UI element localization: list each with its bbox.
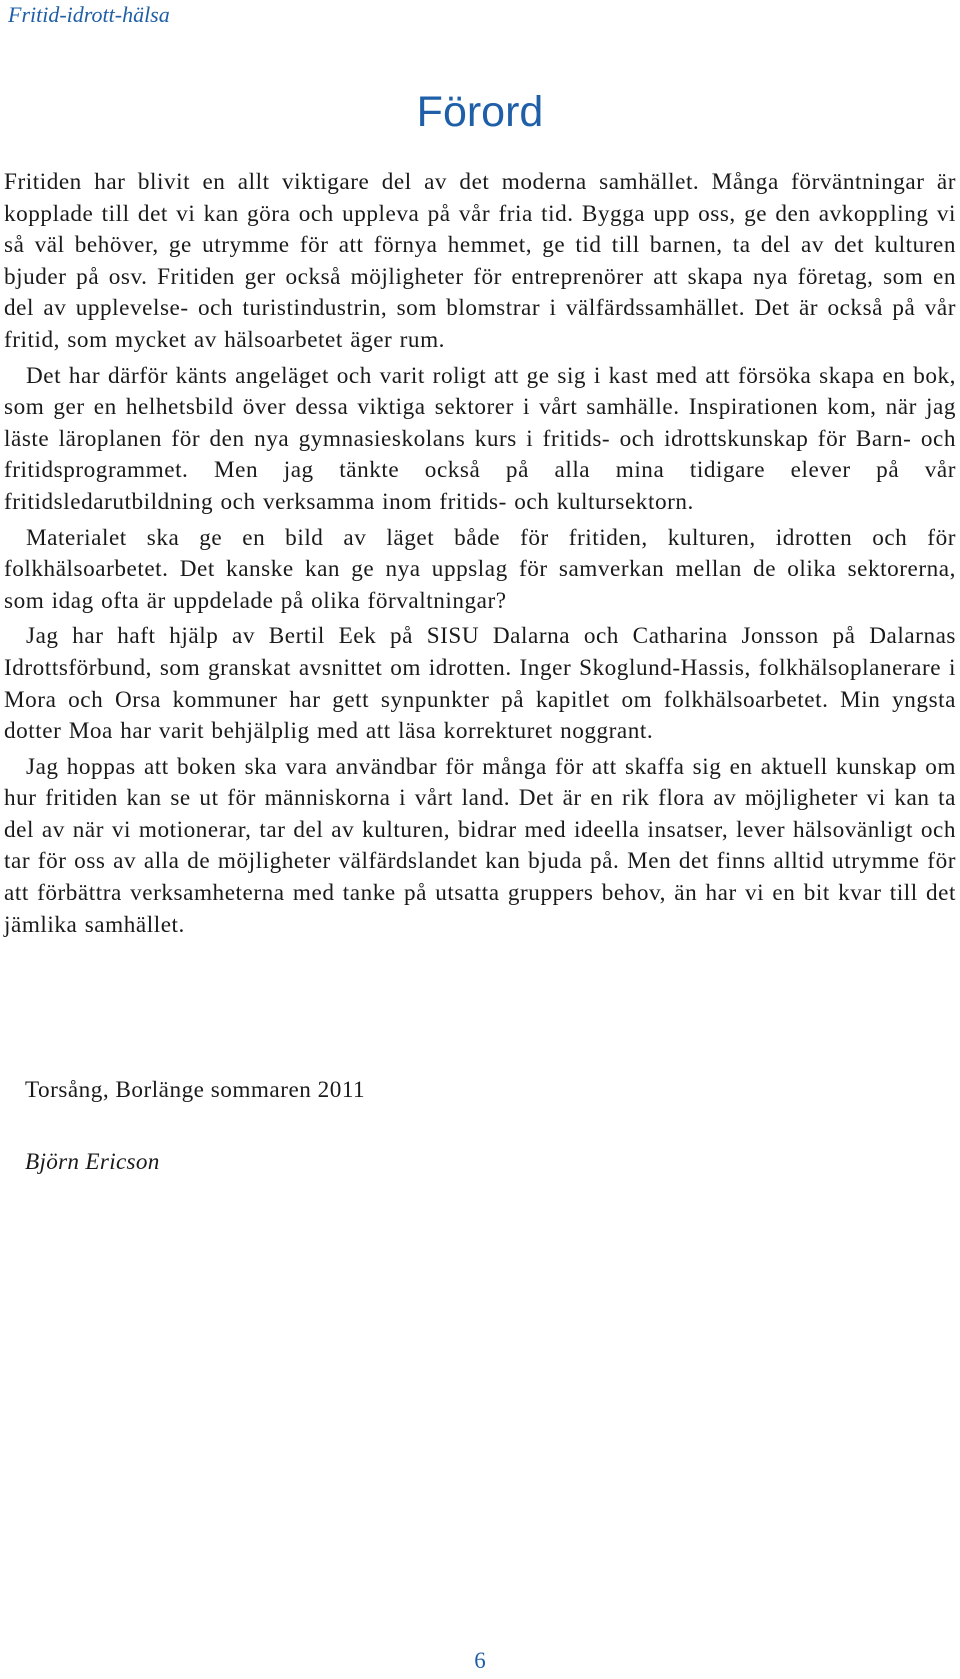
- page-title: Förord: [416, 88, 544, 136]
- paragraph-5: Jag hoppas att boken ska vara användbar för många för att skaffa sig en aktuell kunskap om hur fritiden kan se ut för människorna i vårt land. Det är en rik flora av möjligheter vi kan ta del av när vi motionerar, tar del av kulturen, bidrar med ideella insatser, lever hälsovänligt och tar för oss av alla de möjligheter välfärdslandet kan bjuda på. Men det finns alltid utrymme för att förbättra verksamheterna med tanke på utsatta gruppers behov, än har vi en bit kvar till det jämlika samhället.: [4, 753, 956, 938]
- author-signature: Björn Ericson: [25, 1149, 160, 1175]
- page-number: 6: [474, 1648, 486, 1673]
- paragraph-3: Materialet ska ge en bild av läget både för fritiden, kulturen, idrotten och för folkhälsoarbetet. Det kanske kan ge nya uppslag för samverkan mellan de olika sektorerna, som idag ofta är uppdelade på olika förvaltningar?: [4, 524, 956, 614]
- paragraph-1: Fritiden har blivit en allt viktigare del av det moderna samhället. Många förväntningar är kopplade till det vi kan göra och uppleva på vår fria tid. Bygga upp oss, ge den avkoppling vi så väl behöver, ge utrymme för att förnya hemmet, ge tid till barnen, ta del av det kulturen bjuder på osv. Fritiden ger också möjligheter för entreprenörer att skapa nya företag, som en del av upplevelse- och turistindustrin, som blomstrar i välfärdssamhället. Det är också på vår fritid, som mycket av hälsoarbetet äger rum.: [4, 169, 956, 353]
- preface-body: [4, 167, 956, 945]
- running-head: Fritid-idrott-hälsa: [8, 2, 170, 27]
- paragraph-2: Det har därför känts angeläget och varit roligt att ge sig i kast med att försöka skapa en bok, som ger en helhetsbild över dessa viktiga sektorer i vårt samhälle. Inspirationen kom, när jag läste läroplanen för den nya gymnasieskolans kurs i fritids- och idrottskunskap för Barn- och fritidsprogrammet. Men jag tänkte också på alla mina tidigare elever på vår fritidsledarutbildning och verksamma inom fritids- och kultursektorn.: [4, 362, 956, 515]
- place-date: Torsång, Borlänge sommaren 2011: [25, 1077, 366, 1103]
- paragraph-4: Jag har haft hjälp av Bertil Eek på SISU Dalarna och Catharina Jonsson på Dalarnas Idrottsförbund, som granskat avsnittet om idrotten. Inger Skoglund-Hassis, folkhälsoplanerare i Mora och Orsa kommuner har gett synpunkter på kapitlet om folkhälsoarbetet. Min yngsta dotter Moa har varit behjälplig med att läsa korrekturet noggrant.: [4, 623, 956, 745]
